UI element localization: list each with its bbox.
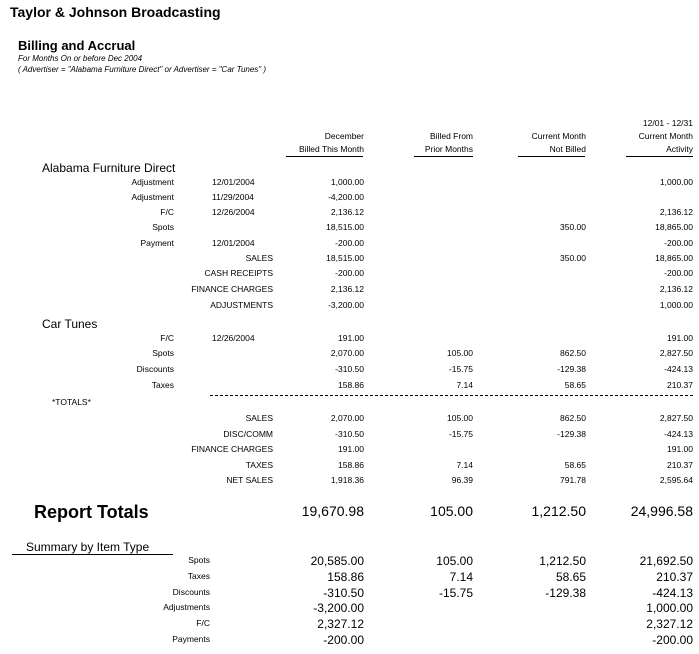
item-type-label: Spots (188, 555, 210, 565)
line-item-date: 12/26/2004 (212, 333, 255, 343)
amount-cell: 2,595.64 (659, 475, 693, 485)
totals-row-label: NET SALES (226, 475, 273, 485)
amount-cell: 18,515.00 (326, 222, 364, 232)
amount-cell: 2,070.00 (330, 413, 364, 423)
amount-cell: 105.00 (436, 554, 473, 568)
line-item-label: Spots (152, 222, 174, 232)
company-name: Taylor & Johnson Broadcasting (10, 4, 221, 20)
amount-cell: -4,200.00 (328, 192, 364, 202)
line-item-label: Adjustment (131, 192, 174, 202)
amount-cell: -200.00 (335, 238, 364, 248)
report-subtitle-filter: ( Advertiser = "Alabama Furniture Direct" or Advertiser = "Car Tunes" ) (18, 65, 267, 74)
totals-row-label: DISC/COMM (223, 429, 273, 439)
line-item-date: 12/01/2004 (212, 177, 255, 187)
amount-cell: 158.86 (338, 380, 364, 390)
amount-cell: -3,200.00 (313, 601, 364, 615)
totals-row-label: FINANCE CHARGES (191, 444, 273, 454)
totals-row-label: SALES (245, 413, 273, 423)
report-total-amount: 19,670.98 (301, 503, 364, 519)
column-header-not-billed: Current Month Not Billed (531, 131, 586, 154)
amount-cell: 2,136.12 (659, 284, 693, 294)
amount-cell: 58.65 (564, 380, 586, 390)
amount-cell: 191.00 (667, 444, 693, 454)
amount-cell: -200.00 (664, 238, 693, 248)
amount-cell: 2,136.12 (330, 284, 364, 294)
amount-cell: 158.86 (327, 570, 364, 584)
amount-cell: 58.65 (564, 460, 586, 470)
amount-cell: 7.14 (456, 460, 473, 470)
amount-cell: 191.00 (667, 333, 693, 343)
amount-cell: 2,327.12 (646, 617, 693, 631)
amount-cell: 20,585.00 (310, 554, 364, 568)
amount-cell: 1,000.00 (330, 177, 364, 187)
amount-cell: -15.75 (448, 364, 473, 374)
item-type-label: F/C (196, 618, 210, 628)
amount-cell: 191.00 (338, 444, 364, 454)
line-item-label: Adjustment (131, 177, 174, 187)
amount-cell: 2,136.12 (330, 207, 364, 217)
amount-cell: 2,327.12 (317, 617, 364, 631)
header-underline (626, 156, 693, 157)
report-total-amount: 24,996.58 (630, 503, 693, 519)
summary-title: Summary by Item Type (26, 540, 150, 554)
amount-cell: -424.13 (664, 429, 693, 439)
column-header-billed-this-month: December Billed This Month (298, 131, 364, 154)
line-item-label: F/C (160, 207, 174, 217)
summary-label: FINANCE CHARGES (191, 284, 273, 294)
summary-label: CASH RECEIPTS (204, 268, 273, 278)
header-underline (286, 156, 363, 157)
amount-cell: -129.38 (545, 586, 586, 600)
line-item-date: 12/26/2004 (212, 207, 255, 217)
amount-cell: 58.65 (555, 570, 586, 584)
amount-cell: 1,000.00 (646, 601, 693, 615)
header-underline (414, 156, 473, 157)
report-total-amount: 1,212.50 (531, 503, 586, 519)
amount-cell: -310.50 (323, 586, 364, 600)
line-item-label: F/C (160, 333, 174, 343)
summary-title-underline (12, 554, 173, 555)
amount-cell: -15.75 (448, 429, 473, 439)
amount-cell: -129.38 (557, 429, 586, 439)
amount-cell: 2,827.50 (659, 413, 693, 423)
report-total-amount: 105.00 (430, 503, 473, 519)
report-subtitle-period: For Months On or before Dec 2004 (18, 54, 143, 63)
amount-cell: 1,918.36 (330, 475, 364, 485)
line-item-label: Spots (152, 348, 174, 358)
amount-cell: 191.00 (338, 333, 364, 343)
totals-row-label: TAXES (245, 460, 273, 470)
amount-cell: -200.00 (652, 633, 693, 647)
amount-cell: 18,865.00 (655, 222, 693, 232)
amount-cell: 105.00 (447, 413, 473, 423)
amount-cell: -200.00 (323, 633, 364, 647)
amount-cell: 862.50 (560, 413, 586, 423)
item-type-label: Taxes (187, 571, 210, 581)
line-item-date: 11/29/2004 (212, 192, 254, 202)
amount-cell: 210.37 (656, 570, 693, 584)
totals-label: *TOTALS* (52, 397, 91, 407)
amount-cell: 18,865.00 (655, 253, 693, 263)
amount-cell: 21,692.50 (639, 554, 693, 568)
report-totals-label: Report Totals (34, 502, 149, 522)
amount-cell: 791.78 (560, 475, 586, 485)
line-item-label: Taxes (151, 380, 174, 390)
amount-cell: -310.50 (335, 364, 364, 374)
amount-cell: 1,212.50 (539, 554, 586, 568)
amount-cell: 350.00 (560, 253, 586, 263)
amount-cell: -15.75 (438, 586, 473, 600)
amount-cell: 350.00 (560, 222, 586, 232)
amount-cell: -424.13 (652, 586, 693, 600)
amount-cell: 210.37 (667, 460, 693, 470)
amount-cell: -200.00 (664, 268, 693, 278)
advertiser-name: Car Tunes (42, 317, 98, 331)
amount-cell: 1,000.00 (659, 177, 693, 187)
amount-cell: 2,827.50 (659, 348, 693, 358)
item-type-label: Discounts (172, 587, 210, 597)
amount-cell: -200.00 (335, 268, 364, 278)
advertiser-name: Alabama Furniture Direct (42, 161, 176, 175)
amount-cell: 210.37 (667, 380, 693, 390)
amount-cell: 2,070.00 (330, 348, 364, 358)
line-item-label: Payment (140, 238, 174, 248)
amount-cell: 105.00 (447, 348, 473, 358)
column-header-activity: 12/01 - 12/31 Current Month Activity (638, 118, 693, 154)
amount-cell: 1,000.00 (659, 300, 693, 310)
totals-divider (210, 395, 693, 396)
amount-cell: -310.50 (335, 429, 364, 439)
amount-cell: 2,136.12 (659, 207, 693, 217)
amount-cell: 158.86 (338, 460, 364, 470)
amount-cell: -3,200.00 (328, 300, 364, 310)
item-type-label: Adjustments (163, 602, 210, 612)
summary-label: ADJUSTMENTS (210, 300, 273, 310)
summary-label: SALES (245, 253, 273, 263)
header-underline (518, 156, 585, 157)
item-type-label: Payments (172, 634, 210, 644)
amount-cell: 7.14 (456, 380, 473, 390)
line-item-label: Discounts (136, 364, 174, 374)
amount-cell: 7.14 (449, 570, 473, 584)
column-header-billed-prior: Billed From Prior Months (424, 131, 473, 154)
report-title: Billing and Accrual (18, 38, 136, 53)
amount-cell: -129.38 (557, 364, 586, 374)
amount-cell: 862.50 (560, 348, 586, 358)
line-item-date: 12/01/2004 (212, 238, 255, 248)
amount-cell: 18,515.00 (326, 253, 364, 263)
amount-cell: -424.13 (664, 364, 693, 374)
amount-cell: 96.39 (451, 475, 473, 485)
